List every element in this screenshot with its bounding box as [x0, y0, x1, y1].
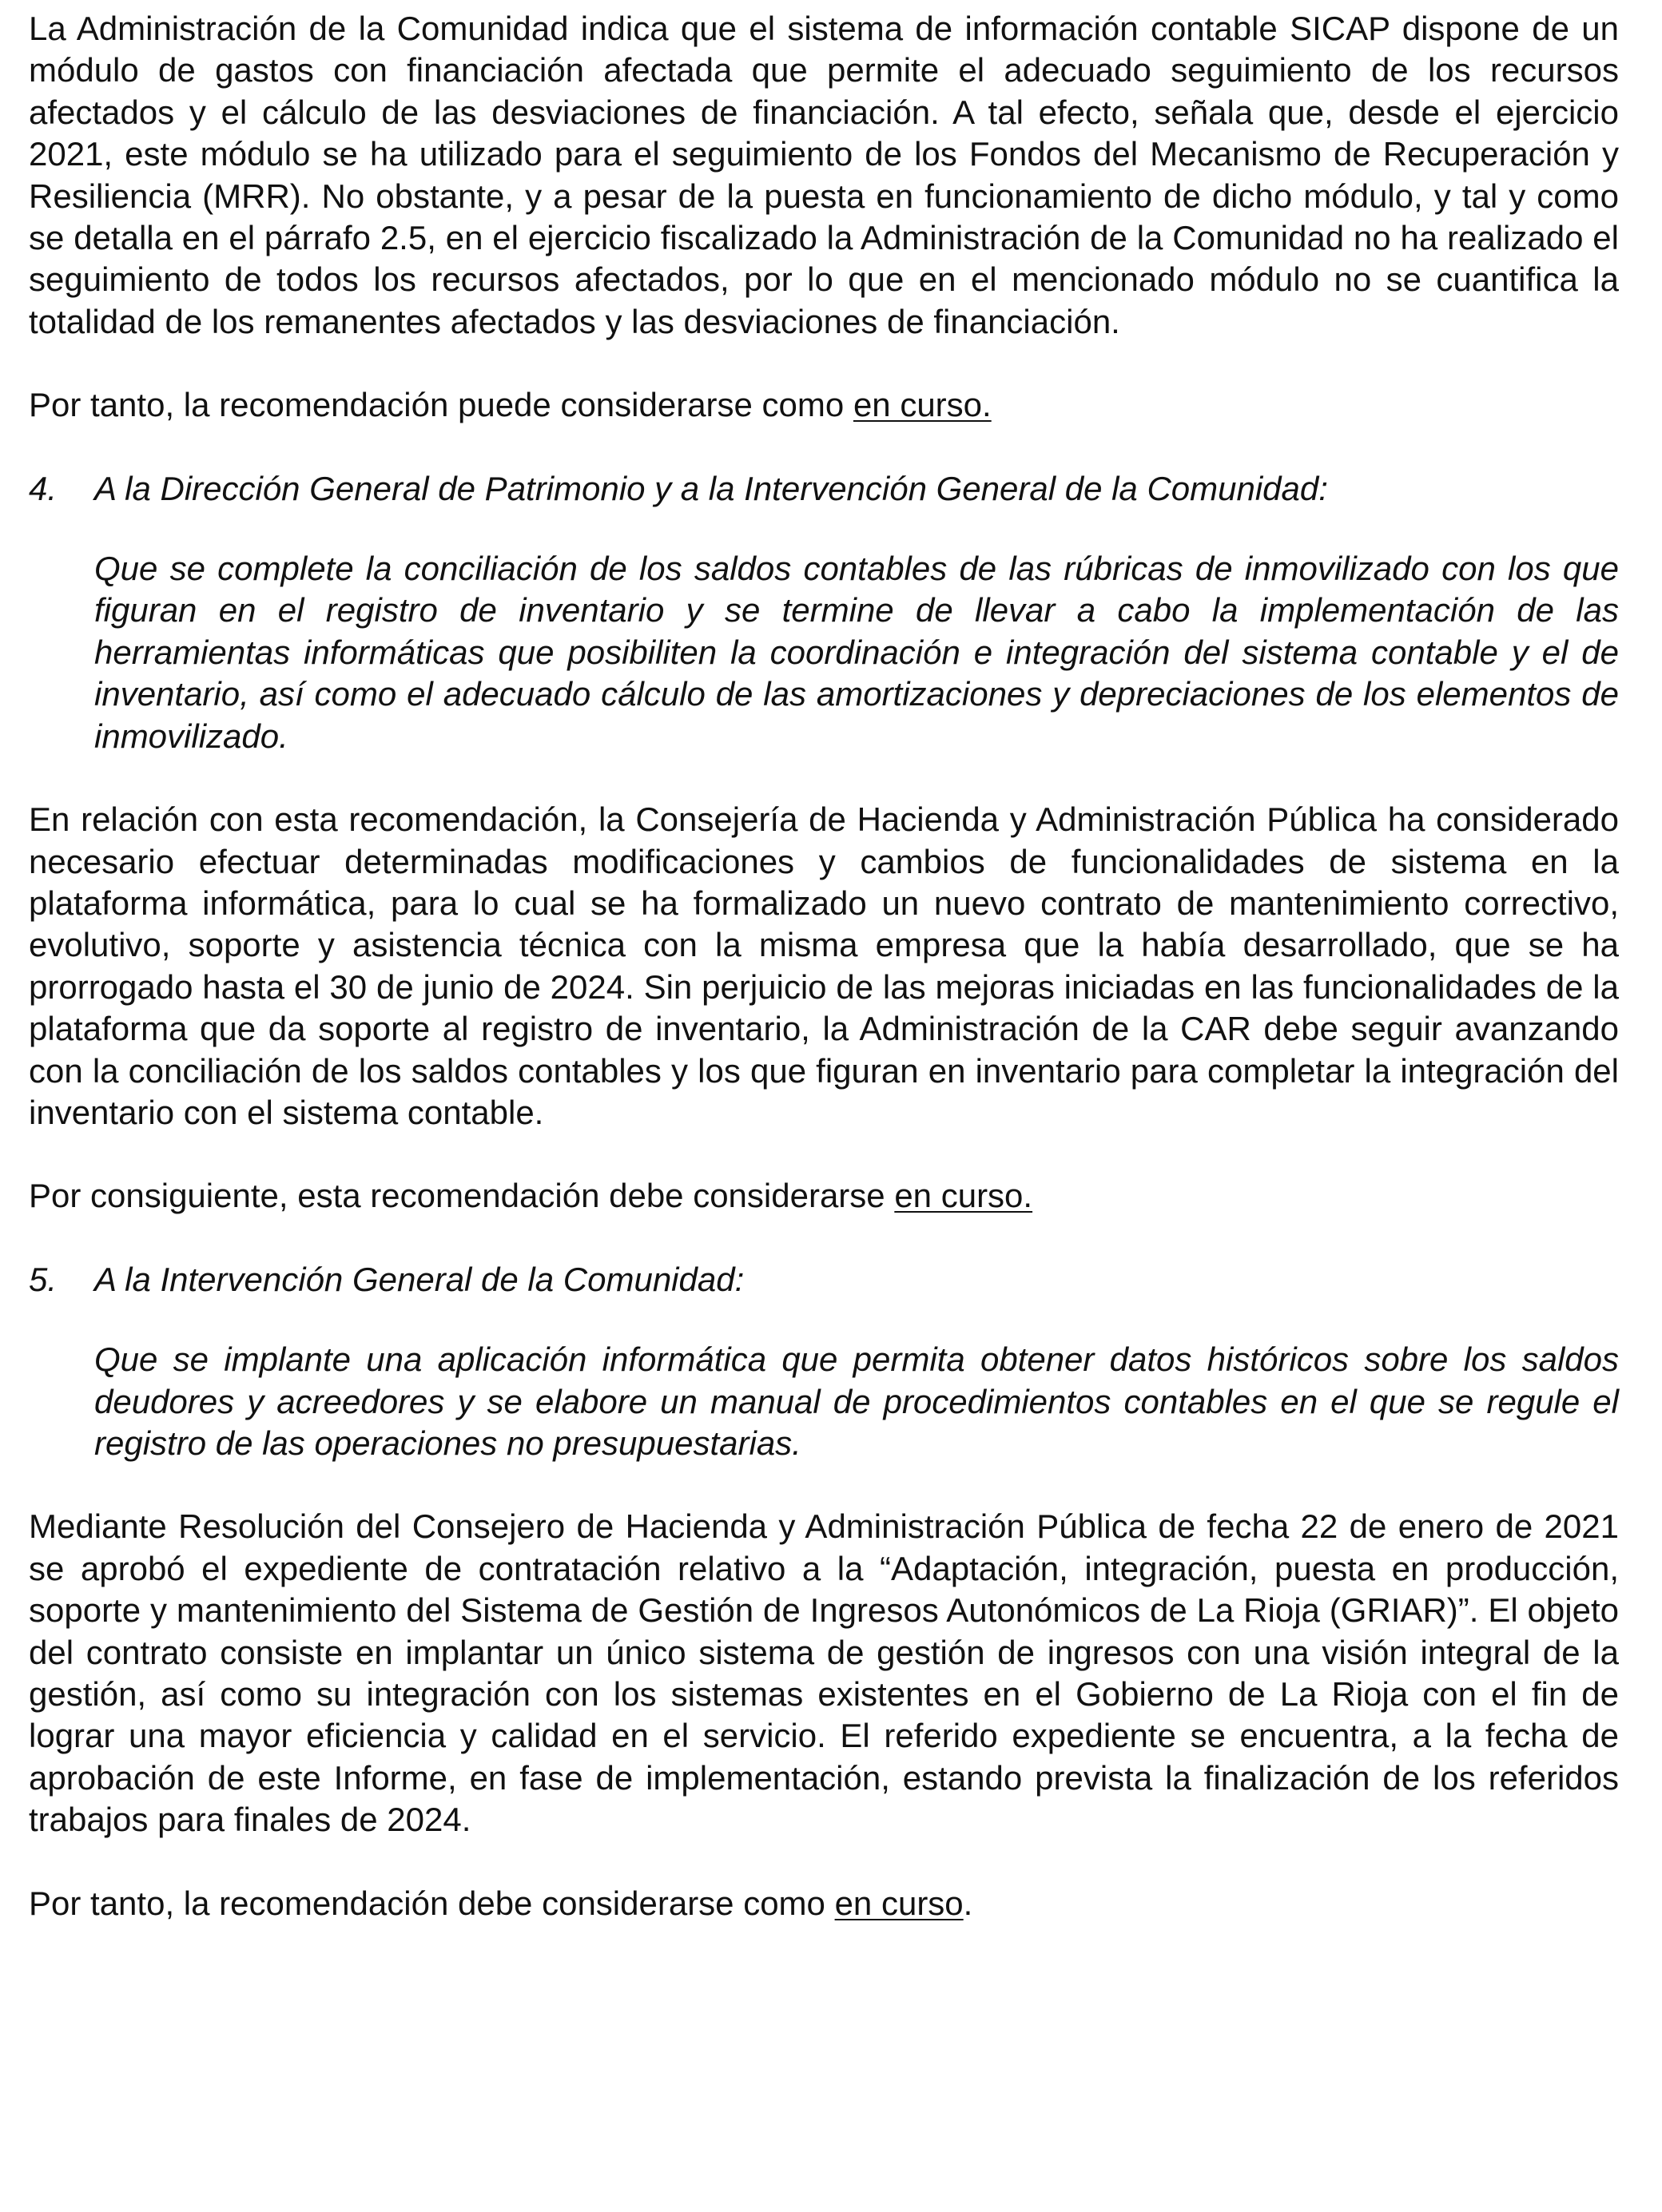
paragraph-conclusion-3: [29, 384, 1619, 426]
status-in-progress: en curso.: [894, 1177, 1033, 1215]
recommendation-4-text: Que se complete la conciliación de los saldos contables de las rúbricas de inmovilizado con los que figuran en el registro de inventario y se termine de llevar a cabo la implementación de las herramientas informáticas que posibiliten la coordinación e integración del sistema contable y el de inventario, así como el adecuado cálculo de las amortizaciones y depreciaciones de los elementos de inmovilizado.: [94, 550, 1619, 755]
status-in-progress: en curso.: [853, 386, 992, 424]
paragraph-sicap-module: La Administración de la Comunidad indica que el sistema de información contable SICAP dispone de un módulo de gastos con financiación afectada que permite el adecuado seguimiento de los recursos afectados y el cálculo de las desviaciones de financiación. A tal efecto, señala que, desde el ejercicio 2021, este módulo se ha utilizado para el seguimiento de los Fondos del Mecanismo de Recuperación y Resiliencia (MRR). No obstante, y a pesar de la puesta en funcionamiento de dicho módulo, y tal y como se detalla en el párrafo 2.5, en el ejercicio fiscalizado la Administración de la Comunidad no ha realizado el seguimiento de todos los recursos afectados, por lo que en el mencionado módulo no se cuantifica la totalidad de los remanentes afectados y las desviaciones de financiación.: [29, 10, 1619, 340]
document-page: [29, 0, 1619, 1966]
recommendation-number: 5.: [29, 1260, 58, 1298]
paragraph-conclusion-5: [29, 1883, 1619, 1924]
conclusion-text: Por tanto, la recomendación puede considerarse como: [29, 386, 853, 424]
conclusion-text: Por consiguiente, esta recomendación debe considerarse: [29, 1177, 895, 1215]
recommendation-addressee: A la Intervención General de la Comunidad:: [94, 1260, 745, 1298]
paragraph-inventory-platform: En relación con esta recomendación, la Consejería de Hacienda y Administración Pública ha considerado necesario efectuar determinadas modificaciones y cambios de funcionalidades de sistema en la plataforma informática, para lo cual se ha formalizado un nuevo contrato de mantenimiento correctivo, evolutivo, soporte y asistencia técnica con la misma empresa que la había desarrollado, que se ha prorrogado hasta el 30 de junio de 2024. Sin perjuicio de las mejoras iniciadas en las funcionalidades de la plataforma que da soporte al registro de inventario, la Administración de la CAR debe seguir avanzando con la conciliación de los saldos contables y los que figuran en inventario para completar la integración del inventario con el sistema contable.: [29, 800, 1619, 1131]
paragraph-griar-contract: Mediante Resolución del Consejero de Hacienda y Administración Pública de fecha 22 de enero de 2021 se aprobó el expediente de contratación relativo a la “Adaptación, integración, puesta en producción, soporte y mantenimiento del Sistema de Gestión de Ingresos Autonómicos de La Rioja (GRIAR)”. El objeto del contrato consiste en implantar un único sistema de gestión de ingresos con una visión integral de la gestión, así como su integración con los sistemas existentes en el Gobierno de La Rioja con el fin de lograr una mayor eficiencia y calidad en el servicio. El referido expediente se encuentra, a la fecha de aprobación de este Informe, en fase de implementación, estando prevista la finalización de los referidos trabajos para finales de 2024.: [29, 1507, 1619, 1839]
paragraph-conclusion-4: [29, 1175, 1619, 1217]
recommendation-addressee: A la Dirección General de Patrimonio y a la Intervención General de la Comunidad:: [94, 469, 1328, 507]
status-in-progress: en curso: [834, 1884, 964, 1922]
conclusion-text: Por tanto, la recomendación debe considerarse como: [29, 1884, 835, 1922]
recommendation-5-text: Que se implante una aplicación informática que permita obtener datos históricos sobre los saldos deudores y acreedores y se elabore un manual de procedimientos contables en el que se regule el registro de las operaciones no presupuestarias.: [94, 1340, 1619, 1462]
recommendation-4-heading: [29, 468, 1619, 510]
recommendation-5-heading: [29, 1259, 1619, 1301]
conclusion-period: .: [963, 1884, 973, 1922]
recommendation-number: 4.: [29, 469, 58, 507]
